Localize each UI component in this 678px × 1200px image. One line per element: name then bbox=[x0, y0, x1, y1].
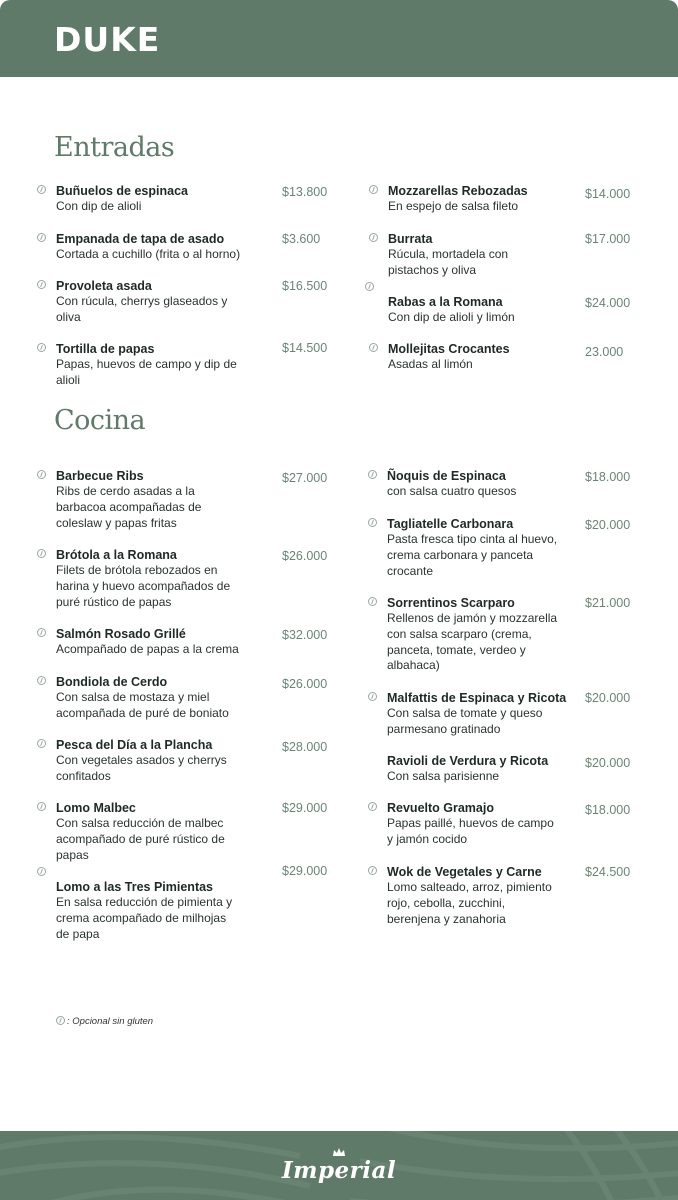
menu-item bbox=[387, 690, 566, 738]
gluten-free-icon bbox=[37, 280, 46, 289]
item-name: Buñuelos de espinaca bbox=[56, 184, 188, 198]
menu-item bbox=[56, 800, 225, 863]
item-name: Sorrentinos Scarparo bbox=[387, 596, 515, 610]
item-name: Wok de Vegetales y Carne bbox=[387, 865, 542, 879]
gluten-free-icon bbox=[37, 802, 46, 811]
gluten-free-icon bbox=[368, 802, 377, 811]
gluten-free-icon bbox=[37, 343, 46, 352]
menu-item bbox=[388, 341, 510, 373]
gluten-free-icon bbox=[37, 628, 46, 637]
item-name: Tortilla de papas bbox=[56, 342, 155, 356]
item-description: Papas paillé, huevos de campo y jamón cocido bbox=[387, 816, 554, 846]
item-price: 23.000 bbox=[585, 345, 624, 359]
item-price: $24.500 bbox=[585, 865, 631, 879]
item-description: Papas, huevos de campo y dip de alioli bbox=[56, 357, 237, 387]
item-name: Ravioli de Verdura y Ricota bbox=[387, 754, 549, 768]
item-description: Ribs de cerdo asadas a la barbacoa acompañadas de coleslaw y papas fritas bbox=[56, 484, 202, 530]
item-description: Con vegetales asados y cherrys confitados bbox=[56, 753, 227, 783]
section-title-cocina: Cocina bbox=[54, 405, 146, 436]
item-description: Con dip de alioli bbox=[56, 199, 142, 213]
gluten-free-icon bbox=[37, 867, 46, 876]
item-price: $14.500 bbox=[282, 341, 328, 355]
item-description: Lomo salteado, arroz, pimiento rojo, cebolla, zucchini, berenjena y zanahoria bbox=[387, 880, 552, 926]
item-name: Revuelto Gramajo bbox=[387, 801, 494, 815]
item-price: $17.000 bbox=[585, 232, 631, 246]
item-price: $16.500 bbox=[282, 279, 328, 293]
gluten-free-icon bbox=[369, 185, 378, 194]
item-price: $20.000 bbox=[585, 756, 631, 770]
section-title-entradas: Entradas bbox=[54, 132, 175, 163]
item-description: Pasta fresca tipo cinta al huevo, crema carbonara y panceta crocante bbox=[387, 532, 558, 578]
item-name: Ñoquis de Espinaca bbox=[387, 469, 506, 483]
gluten-free-icon bbox=[368, 597, 377, 606]
gluten-free-legend bbox=[56, 1015, 153, 1027]
item-price: $18.000 bbox=[585, 803, 631, 817]
item-description: En salsa reducción de pimienta y crema acompañado de milhojas de papa bbox=[56, 895, 233, 941]
menu-item bbox=[56, 278, 227, 326]
gluten-free-icon bbox=[368, 866, 377, 875]
gluten-free-icon bbox=[56, 1016, 65, 1025]
item-price: $21.000 bbox=[585, 596, 631, 610]
menu-item bbox=[388, 231, 508, 279]
item-name: Rabas a la Romana bbox=[388, 295, 503, 309]
item-price: $27.000 bbox=[282, 471, 328, 485]
gluten-free-icon bbox=[37, 676, 46, 685]
menu-item bbox=[387, 864, 552, 927]
item-price: $3.600 bbox=[282, 232, 321, 246]
item-name: Pesca del Día a la Plancha bbox=[56, 738, 213, 752]
item-price: $20.000 bbox=[585, 691, 631, 705]
item-description: Con salsa reducción de malbec acompañado de puré rústico de papas bbox=[56, 816, 225, 862]
item-name: Tagliatelle Carbonara bbox=[387, 517, 514, 531]
gluten-free-icon bbox=[368, 470, 377, 479]
gluten-free-icon bbox=[365, 282, 374, 291]
menu-item bbox=[56, 547, 230, 610]
page-header bbox=[0, 0, 678, 77]
menu-item bbox=[387, 468, 516, 500]
item-description: Acompañado de papas a la crema bbox=[56, 642, 239, 656]
item-description: con salsa cuatro quesos bbox=[387, 484, 517, 498]
menu-item bbox=[56, 737, 227, 785]
item-description: Con dip de alioli y limón bbox=[388, 310, 515, 324]
item-description: Filets de brótola rebozados en harina y huevo acompañados de puré rústico de papas bbox=[56, 563, 231, 609]
item-price: $26.000 bbox=[282, 677, 328, 691]
item-name: Mozzarellas Rebozadas bbox=[388, 184, 528, 198]
legend-text: : Opcional sin gluten bbox=[67, 1016, 154, 1027]
menu-item bbox=[56, 341, 237, 389]
gluten-free-icon bbox=[368, 518, 377, 527]
menu-item bbox=[56, 231, 240, 263]
item-name: Malfattis de Espinaca y Ricota bbox=[387, 691, 567, 705]
item-price: $18.000 bbox=[585, 470, 631, 484]
item-name: Lomo a las Tres Pimientas bbox=[56, 880, 214, 894]
item-price: $26.000 bbox=[282, 549, 328, 563]
item-name: Barbecue Ribs bbox=[56, 469, 144, 483]
menu-item bbox=[387, 595, 557, 674]
gluten-free-icon bbox=[368, 692, 377, 701]
menu-item bbox=[387, 753, 548, 785]
restaurant-name: DUKE bbox=[54, 20, 161, 59]
item-name: Brótola a la Romana bbox=[56, 548, 177, 562]
menu-item bbox=[56, 674, 229, 722]
menu-item bbox=[56, 879, 232, 942]
item-price: $29.000 bbox=[282, 864, 328, 878]
item-price: $13.800 bbox=[282, 185, 328, 199]
crown-icon bbox=[332, 1147, 346, 1157]
item-description: Con salsa de tomate y queso parmesano gratinado bbox=[387, 706, 543, 736]
brand-logo: Imperial bbox=[281, 1157, 397, 1184]
item-description: Rellenos de jamón y mozzarella con salsa scarparo (crema, panceta, tomate, verdeo y albahaca) bbox=[387, 611, 558, 673]
gluten-free-icon bbox=[369, 233, 378, 242]
item-name: Mollejitas Crocantes bbox=[388, 342, 510, 356]
gluten-free-icon bbox=[369, 343, 378, 352]
item-description: Cortada a cuchillo (frita o al horno) bbox=[56, 247, 241, 261]
item-price: $29.000 bbox=[282, 801, 328, 815]
item-name: Lomo Malbec bbox=[56, 801, 136, 815]
item-description: Con rúcula, cherrys glaseados y oliva bbox=[56, 294, 228, 324]
menu-item bbox=[388, 294, 515, 326]
item-name: Provoleta asada bbox=[56, 279, 152, 293]
item-price: $24.000 bbox=[585, 296, 631, 310]
item-description: Con salsa parisienne bbox=[387, 769, 500, 783]
menu-item bbox=[56, 626, 239, 658]
item-price: $32.000 bbox=[282, 628, 328, 642]
menu-item bbox=[56, 183, 188, 215]
item-description: En espejo de salsa fileto bbox=[388, 199, 519, 213]
item-price: $20.000 bbox=[585, 518, 631, 532]
item-price: $28.000 bbox=[282, 740, 328, 754]
item-name: Salmón Rosado Grillé bbox=[56, 627, 186, 641]
menu-item bbox=[387, 516, 557, 579]
item-description: Rúcula, mortadela con pistachos y oliva bbox=[388, 247, 509, 277]
gluten-free-icon bbox=[37, 233, 46, 242]
gluten-free-icon bbox=[37, 549, 46, 558]
item-name: Empanada de tapa de asado bbox=[56, 232, 225, 246]
item-description: Asadas al limón bbox=[388, 357, 473, 371]
menu-item bbox=[387, 800, 554, 848]
gluten-free-icon bbox=[37, 185, 46, 194]
gluten-free-icon bbox=[37, 470, 46, 479]
item-price: $14.000 bbox=[585, 187, 631, 201]
item-name: Bondiola de Cerdo bbox=[56, 675, 168, 689]
menu-item bbox=[388, 183, 528, 215]
menu-item bbox=[56, 468, 201, 531]
gluten-free-icon bbox=[37, 739, 46, 748]
item-description: Con salsa de mostaza y miel acompañada de puré de boniato bbox=[56, 690, 229, 720]
item-name: Burrata bbox=[388, 232, 433, 246]
